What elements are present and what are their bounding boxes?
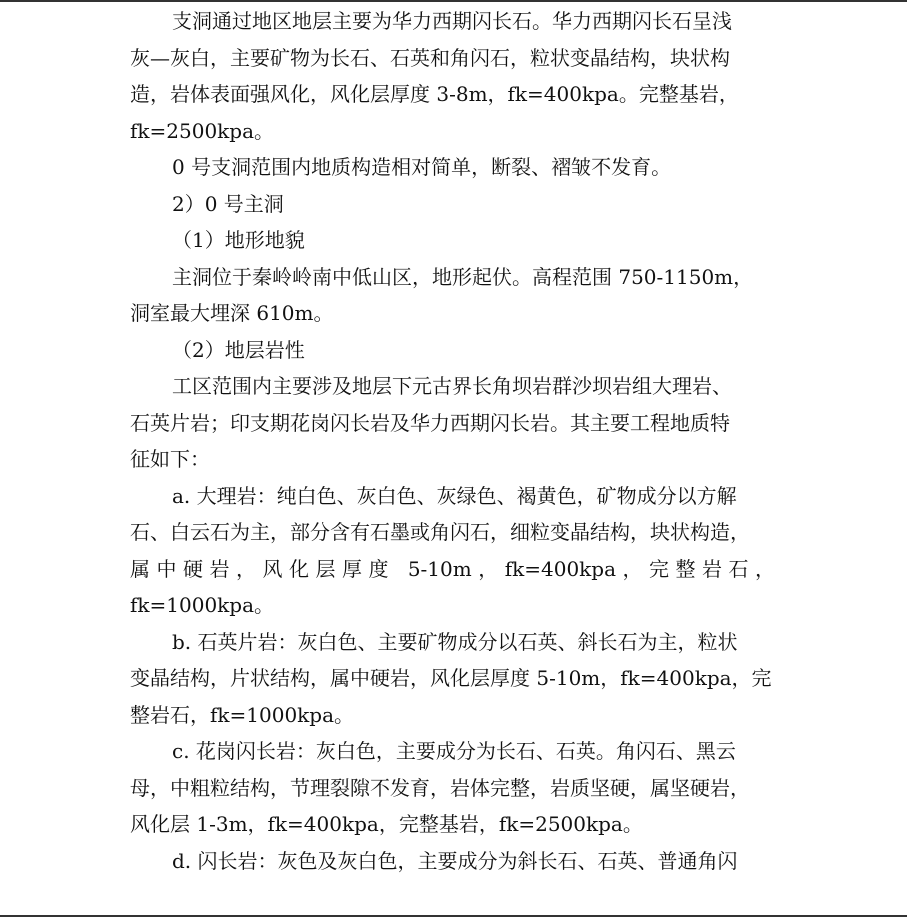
paragraph-strata-overview: 工区范围内主要涉及地层下元古界长角坝岩群沙坝岩组大理岩、 石英片岩；印支期花岗闪长岩及华力西期闪长岩。其主要工程地质特 征如下：: [130, 374, 732, 471]
paragraph-landform: 主洞位于秦岭岭南中低山区，地形起伏。高程范围 750-1150m， 洞室最大埋深 610m。: [130, 264, 754, 325]
paragraph-diorite-branch-tunnel: 支洞通过地区地层主要为华力西期闪长石。华力西期闪长石呈浅 灰—灰白，主要矿物为长石、石英和角闪石，粒状变晶结构，块状构 造，岩体表面强风化，风化层厚度 3-8m，fk=400kpa。完整基岩， fk=2500kpa。: [130, 9, 739, 143]
bottom-border-line: [0, 915, 907, 917]
document-body: [130, 3, 775, 879]
paragraph-marble: a. 大理岩：纯白色、灰白色、灰绿色、褐黄色，矿物成分以方解 石、白云石为主，部分含有石墨或角闪石，细粒变晶结构，块状构造， 属中硬岩，风化层厚度 5-10m，fk=400kpa，完整岩石，fk=1000kpa。: [130, 483, 775, 617]
paragraph-structure-simple: 0 号支洞范围内地质构造相对简单，断裂、褶皱不发育。: [172, 155, 672, 179]
heading-main-tunnel: 2）0 号主洞: [172, 191, 284, 216]
heading-landform: （1）地形地貌: [172, 228, 305, 252]
paragraph-quartz-schist: b. 石英片岩：灰白色、主要矿物成分以石英、斜长石为主，粒状 变晶结构，片状结构，属中硬岩，风化层厚度 5-10m，fk=400kpa，完 整岩石，fk=1000kpa。: [130, 629, 772, 727]
paragraph-diorite: d. 闪长岩：灰色及灰白色，主要成分为斜长石、石英、普通角闪: [172, 848, 738, 873]
heading-lithology: （2）地层岩性: [172, 337, 305, 362]
paragraph-granodiorite: c. 花岗闪长岩：灰白色，主要成分为长石、石英。角闪石、黑云 母，中粗粒结构，节理裂隙不发育，岩体完整，岩质坚硬，属坚硬岩， 风化层 1-3m，fk=400kpa，完整基岩，fk=2500kpa。: [130, 739, 750, 836]
top-border-line: [0, 0, 907, 2]
